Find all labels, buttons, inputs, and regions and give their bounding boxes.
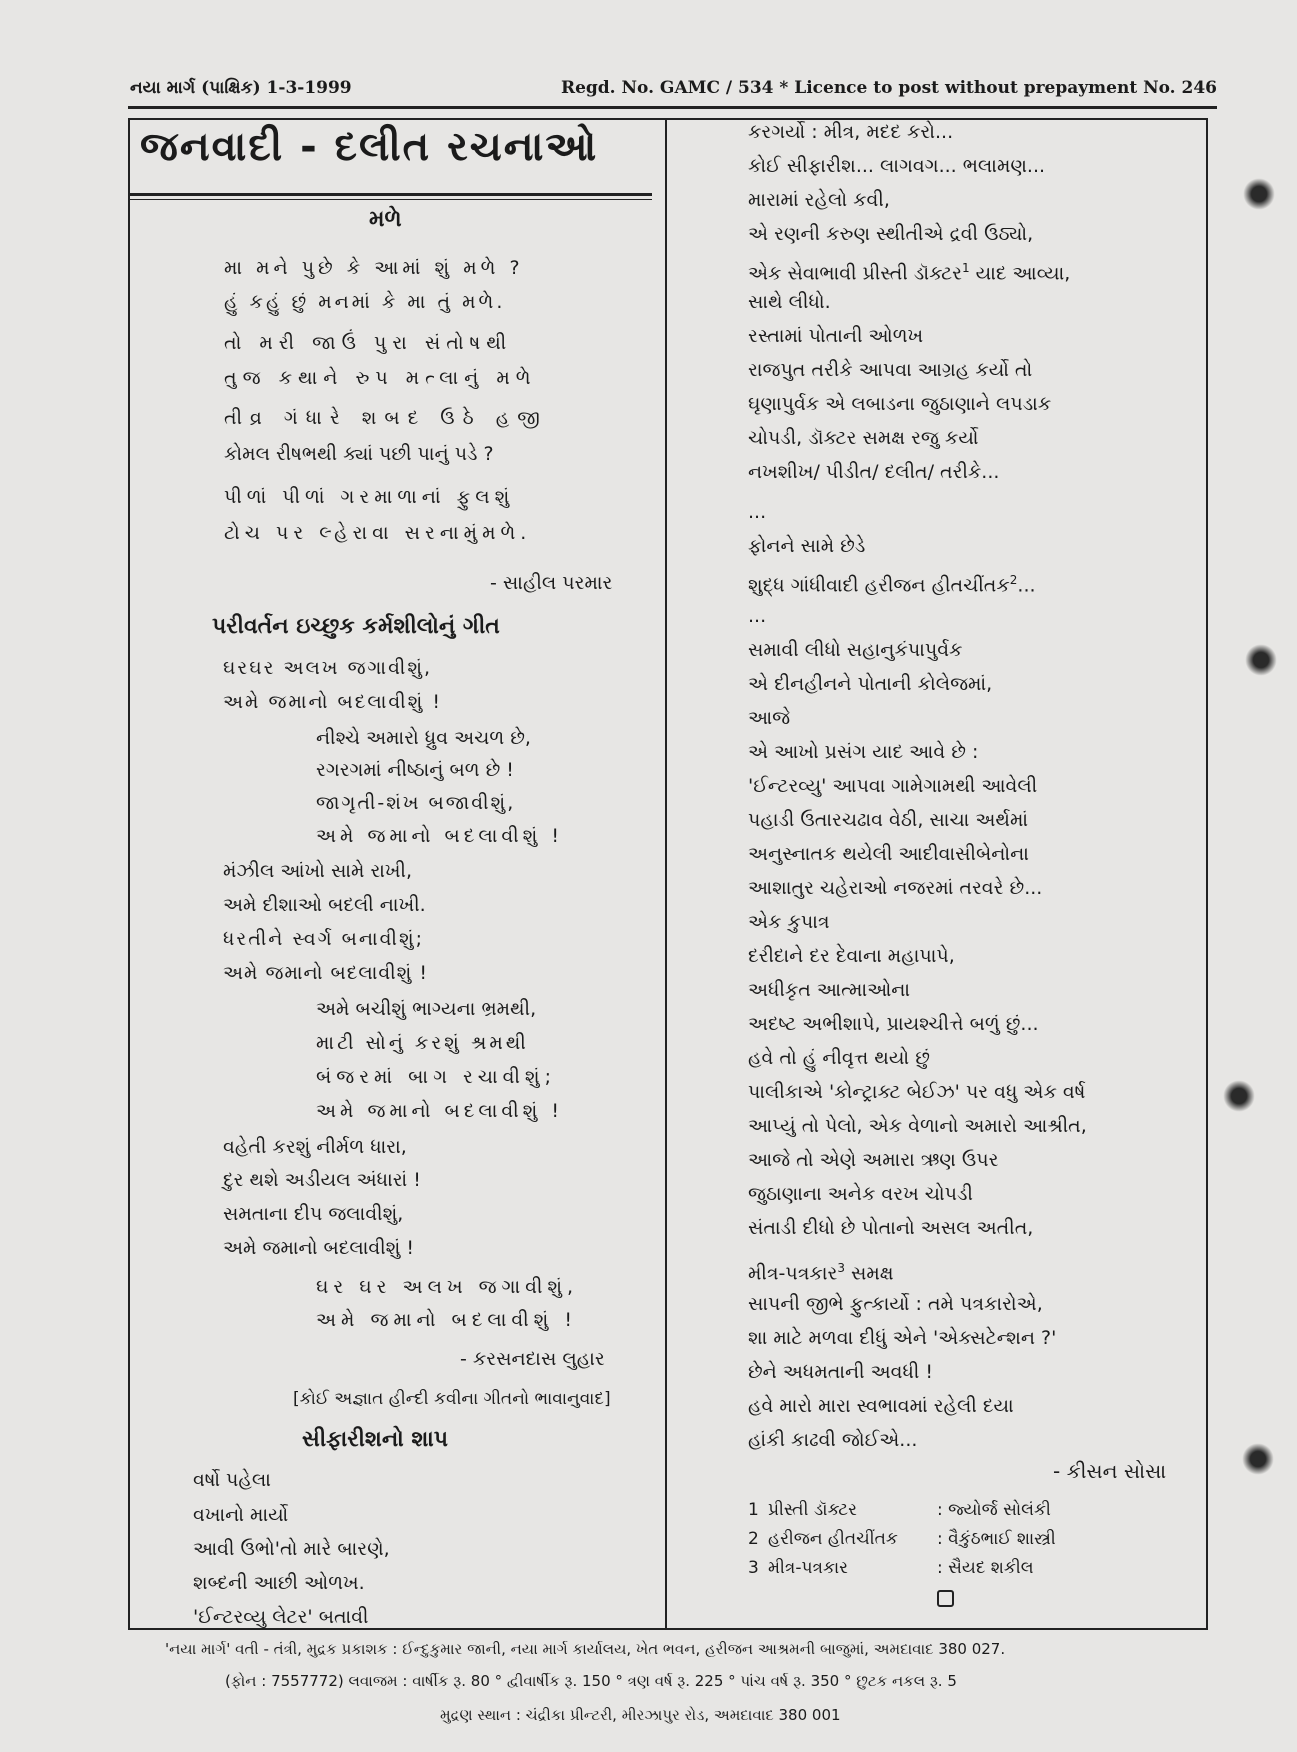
poem-line: નીશ્ચે અમારો ધ્રુવ અચળ છે,: [316, 727, 531, 749]
poem-line: કોઈ સીફારીશ... લાગવગ... ભલામણ...: [748, 155, 1046, 177]
poem-author: - કીસન સોસા: [1053, 1459, 1167, 1483]
title-rule-thin: [130, 199, 652, 200]
poem-line: રસ્તામાં પોતાની ઓળખ: [748, 325, 924, 347]
poem-line: સાથે લીધો.: [748, 291, 831, 313]
poem-line: મા મને પુછે કે આમાં શું મળે ?: [224, 257, 524, 279]
poem-line: કરગર્યો : મીત્ર, મદદ કરો...: [748, 121, 954, 143]
poem-line: અમે જમાનો બદલાવીશું !: [223, 1237, 414, 1259]
poem-line: દુર થશે અડીયલ અંધારાં !: [223, 1169, 421, 1191]
poem-line-with-footnote: [748, 255, 1070, 286]
poem-line: આજે તો એણે અમારા ઋણ ઉપર: [748, 1149, 999, 1171]
poem-line: અદષ્ટ અભીશાપે, પ્રાયશ્ચીત્તે બળું છું...: [748, 1013, 1039, 1035]
poem-line: 'ઈન્ટરવ્યુ' આપવા ગામેગામથી આવેલી: [748, 775, 1038, 797]
section-title: જનવાદી - દલીત રચનાઓ: [140, 124, 599, 170]
footer-press: મુદ્રણ સ્થાન : ચંદ્રીકા પ્રીન્ટરી, મીરઝાપુર રોડ, અમદાવાદ 380 001: [440, 1706, 841, 1724]
punch-hole-mark: [1240, 1441, 1276, 1477]
footnote-marker: 1: [961, 261, 970, 275]
poem-line-with-footnote: [748, 1255, 894, 1286]
column-divider: [665, 118, 667, 1628]
end-mark-icon: [937, 1590, 954, 1607]
poem-line: સાપની જીભે ફુત્કાર્યો : તમે પત્રકારોએ,: [748, 1293, 1043, 1315]
punch-hole-mark: [1241, 176, 1277, 212]
poem-line: અમે જમાનો બદલાવીશું !: [316, 825, 563, 847]
punch-hole-mark: [1221, 1078, 1257, 1114]
poem-title-sifarish: સીફારીશનો શાપ: [302, 1427, 449, 1452]
poem-line: સમતાના દીપ જલાવીશું,: [223, 1203, 404, 1225]
footnote-name: : સૈયદ શકીલ: [937, 1558, 1034, 1578]
header-rule: [128, 106, 1217, 109]
poem-line: મંઝીલ આંખો સામે રાખી,: [223, 860, 413, 882]
poem-line: રાજપુત તરીકે આપવા આગ્રહ કર્યો તો: [748, 359, 1033, 381]
poem-line: હવે તો હું નીવૃત્ત થયો છું: [748, 1047, 930, 1069]
poem-line: કોમલ રીષભથી ક્યાં પછી પાનું પડે ?: [224, 443, 494, 465]
poem-line: માટી સોનું કરશું શ્રમથી: [316, 1032, 529, 1054]
poem-line: મારામાં રહેલો કવી,: [748, 189, 890, 211]
poem-line: હું કહું છું મનમાં કે મા તું મળે.: [224, 291, 506, 313]
line-text: મીત્ર-પત્રકાર: [748, 1262, 838, 1285]
footnote-number: 1: [748, 1500, 759, 1520]
poem-line: પાલીકાએ 'કોન્ટ્રાક્ટ બેઈઝ' પર વધુ એક વર્ષ: [748, 1081, 1086, 1103]
poem-line: પીળાં પીળાં ગરમાળાનાં ફુલશું: [224, 486, 515, 508]
poem-line: સમાવી લીધો સહાનુકંપાપુર્વક: [748, 639, 963, 661]
footnote-number: 3: [748, 1558, 759, 1578]
poem-line: આવી ઉભો'તો મારે બારણે,: [193, 1538, 390, 1560]
poem-author: - સાહીલ પરમાર: [490, 572, 613, 594]
poem-line: અમે બચીશું ભાગ્યના ભ્રમથી,: [316, 998, 537, 1020]
poem-line: એક કુપાત્ર: [748, 911, 830, 933]
line-text: ...: [1017, 574, 1036, 597]
poem-line: પહાડી ઉતારચઢાવ વેઠી, સાચા અર્થમાં: [748, 809, 1029, 831]
poem-line: અનુસ્નાતક થયેલી આદીવાસીબેનોના: [748, 843, 1029, 865]
poem-line: તો મરી જાઉં પુરા સંતોષથી: [224, 332, 513, 354]
masthead-date: નયા માર્ગ (પાક્ષિક) 1-3-1999: [130, 78, 352, 98]
footnote-marker: 2: [1009, 573, 1018, 587]
poem-line: ટોચ પર લ્હેરાવા સરનામુંમળે.: [224, 522, 532, 544]
footnote-term: હરીજન હીતચીંતક: [768, 1529, 898, 1549]
poem-line: ઘર ઘર અલખ જગાવીશું,: [316, 1276, 579, 1298]
poem-line: ...: [748, 605, 767, 627]
poem-line: શબ્દની આછી ઓળખ.: [193, 1572, 365, 1594]
footer-subscription: (ફોન : 7557772) લવાજમ : વાર્ષીક રૂ. 80 ° દ્વીવાર્ષીક રૂ. 150 ° ત્રણ વર્ષ રૂ. 225 ° પાંચ વર્ષ રૂ. 350 ° છુટક નકલ રૂ. 5: [225, 1672, 957, 1690]
poem-line-with-footnote: [748, 567, 1036, 598]
poem-line: હવે મારો મારા સ્વભાવમાં રહેલી દયા: [748, 1395, 1014, 1417]
poem-author: - કરસનદાસ લુહાર: [460, 1348, 605, 1370]
punch-hole-mark: [1243, 642, 1279, 678]
footnote-name: : જ્યોર્જ સોલંકી: [937, 1500, 1051, 1520]
poem-line: રગરગમાં નીષ્ઠાનું બળ છે !: [316, 759, 514, 781]
poem-line: આજે: [748, 707, 791, 729]
poem-line: સંતાડી દીધો છે પોતાનો અસલ અતીત,: [748, 1217, 1034, 1239]
poem-line: બંજરમાં બાગ રચાવીશું;: [316, 1066, 556, 1088]
poem-line: હાંકી કાઢવી જોઈએ...: [748, 1429, 918, 1451]
poem-line: એ દીનહીનને પોતાની કોલેજમાં,: [748, 673, 993, 695]
poem-line: જાગૃતી-શંખ બજાવીશું,: [316, 792, 516, 814]
poem-line: દરીદાને દર દેવાના મહાપાપે,: [748, 945, 955, 967]
poem-line: અમે જમાનો બદલાવીશું !: [316, 1100, 563, 1122]
line-text: યાદ આવ્યા,: [975, 262, 1071, 285]
poem-line: અધીકૃત આત્માઓના: [748, 979, 911, 1001]
poem-line: વખાનો માર્યો: [193, 1504, 289, 1526]
poem-line: આપ્યું તો પેલો, એક વેળાનો અમારો આશ્રીત,: [748, 1115, 1087, 1137]
poem-line: અમે દીશાઓ બદલી નાખી.: [223, 894, 426, 916]
poem-line: ઘૃણાપુર્વક એ લબાડના જુઠાણાને લપડાક: [748, 393, 1052, 415]
line-text: એક સેવાભાવી પ્રીસ્તી ડૉક્ટર: [748, 262, 962, 285]
line-text: સમક્ષ: [851, 1262, 894, 1285]
poem-line: ફોનને સામે છેડે: [748, 535, 866, 557]
poem-line: નખશીખ/ પીડીત/ દલીત/ તરીકે...: [748, 461, 1000, 483]
poem-line: અમે જમાનો બદલાવીશું !: [316, 1309, 577, 1331]
poem-line: તુજ કથાને રુપ મત્લાનું મળે: [224, 367, 537, 389]
poem-line: 'ઈન્ટરવ્યુ લેટર' બતાવી: [193, 1606, 369, 1628]
footnote-name: : વૈકુંઠભાઈ શાસ્ત્રી: [937, 1529, 1056, 1549]
poem-line: એ રણની કરુણ સ્થીતીએ દ્રવી ઉઠ્યો,: [748, 223, 1034, 245]
poem-line: ઘરઘર અલખ જગાવીશું,: [223, 657, 433, 679]
title-rule: [130, 193, 652, 196]
footnote-term: મીત્ર-પત્રકાર: [768, 1558, 848, 1578]
poem-line: ...: [748, 501, 767, 523]
poem-title-parivartan: પરીવર્તન ઇચ્છુક કર્મશીલોનું ગીત: [212, 614, 500, 639]
poem-line: શા માટે મળવા દીધું એને 'એક્સટેન્શન ?': [748, 1327, 1057, 1349]
translation-note: [કોઈ અજ્ઞાત હીન્દી કવીના ગીતનો ભાવાનુવાદ]: [293, 1389, 611, 1409]
poem-line: અમે જમાનો બદલાવીશું !: [223, 691, 442, 713]
registration-line: Regd. No. GAMC / 534 * Licence to post without prepayment No. 246: [560, 78, 1217, 98]
poem-line: વર્ષો પહેલા: [193, 1469, 271, 1491]
line-text: શુદ્ધ ગાંધીવાદી હરીજન હીતચીંતક: [748, 574, 1010, 597]
poem-line: વહેતી કરશું નીર્મળ ધારા,: [223, 1136, 407, 1158]
footnote-term: પ્રીસ્તી ડૉક્ટર: [768, 1500, 857, 1520]
footnote-marker: 3: [837, 1261, 845, 1275]
poem-title-male: મળે: [369, 207, 402, 232]
poem-line: એ આખો પ્રસંગ યાદ આવે છે :: [748, 741, 979, 763]
poem-line: તીવ્ર ગંધારે શબદ ઉઠે હજી: [224, 407, 548, 429]
poem-line: જુઠાણાના અનેક વરખ ચોપડી: [748, 1183, 973, 1205]
poem-line: છેને અધમતાની અવધી !: [748, 1361, 933, 1383]
poem-line: આશાતુર ચહેરાઓ નજરમાં તરવરે છે...: [748, 877, 1043, 899]
poem-line: અમે જમાનો બદલાવીશું !: [223, 962, 428, 984]
poem-line: ચોપડી, ડૉક્ટર સમક્ષ રજુ કર્યો: [748, 427, 979, 449]
footer-publisher: 'નયા માર્ગ' વતી - તંત્રી, મુદ્રક પ્રકાશક : ઈન્દુકુમાર જાની, નયા માર્ગ કાર્યાલય, ખેત ભવન, હરીજન આશ્રમની બાજુમાં, અમદાવાદ 380 027.: [165, 1640, 1006, 1658]
poem-line: ધરતીને સ્વર્ગ બનાવીશું;: [223, 928, 424, 950]
footnote-number: 2: [748, 1529, 759, 1549]
